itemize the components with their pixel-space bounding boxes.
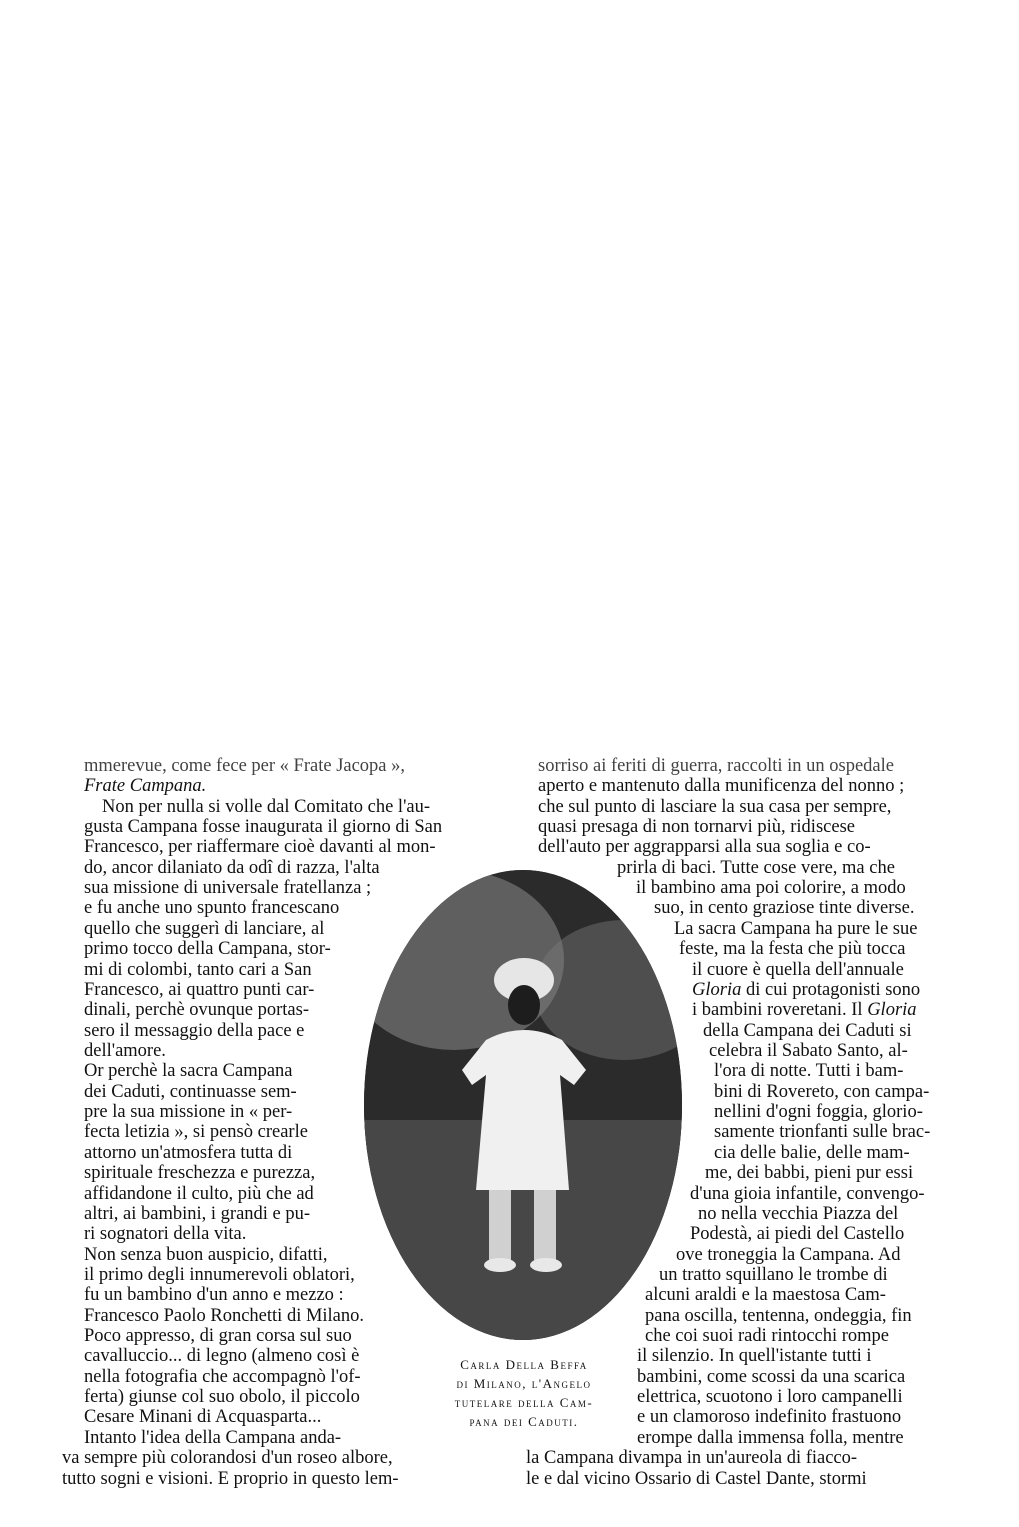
text-line: celebra il Sabato Santo, al-: [709, 1041, 908, 1061]
text-line: fecta letizia », si pensò crearle: [84, 1122, 308, 1142]
text-line: elettrica, scuotono i loro campanelli: [637, 1387, 903, 1407]
text-line: mi di colombi, tanto cari a San: [84, 960, 312, 980]
text-line: quello che suggerì di lanciare, al: [84, 919, 325, 939]
text-line: me, dei babbi, pieni pur essi: [705, 1163, 914, 1183]
text-line: bambini, come scossi da una scarica: [637, 1367, 906, 1387]
text-line: Cesare Minani di Acquasparta...: [84, 1407, 322, 1427]
text-line: no nella vecchia Piazza del: [698, 1204, 899, 1224]
text-line: bini di Rovereto, con campa-: [714, 1082, 930, 1102]
text-line: sua missione di universale fratellanza ;: [84, 878, 372, 898]
text-line: quasi presaga di non tornarvi più, ridiscese: [538, 817, 855, 837]
text-line: Non senza buon auspicio, difatti,: [84, 1245, 328, 1265]
text-line: dei Caduti, continuasse sem-: [84, 1082, 297, 1102]
caption-line: pana dei Caduti.: [469, 1414, 579, 1429]
text-line: gusta Campana fosse inaugurata il giorno di San: [84, 817, 443, 837]
text-line: dinali, perchè ovunque portas-: [84, 1000, 310, 1020]
text-line: le e dal vicino Ossario di Castel Dante, stormi: [526, 1469, 867, 1489]
text-line: Frate Campana.: [84, 776, 207, 796]
text-line: primo tocco della Campana, stor-: [84, 939, 331, 959]
text-line: nella fotografia che accompagnò l'of-: [84, 1367, 361, 1387]
text-line: Non per nulla si volle dal Comitato che l'au-: [102, 797, 431, 817]
text-line: Francesco, ai quattro punti car-: [84, 980, 315, 1000]
text-line: e fu anche uno spunto francescano: [84, 898, 340, 918]
text-line: i bambini roveretani. Il Gloria: [692, 1000, 917, 1020]
text-line: La sacra Campana ha pure le sue: [674, 919, 918, 939]
text-line: Intanto l'idea della Campana anda-: [84, 1428, 342, 1448]
text-line: tutto sogni e visioni. E proprio in questo lem-: [62, 1469, 399, 1489]
text-line: ove troneggia la Campana. Ad: [676, 1245, 901, 1265]
text-line: cavalluccio... di legno (almeno così è: [84, 1346, 360, 1366]
text-line: il silenzio. In quell'istante tutti i: [637, 1346, 872, 1366]
text-line: va sempre più colorandosi d'un roseo albore,: [62, 1448, 393, 1468]
text-line: suo, in cento graziose tinte diverse.: [654, 898, 915, 918]
text-line: mmerevue, come fece per « Frate Jacopa »,: [84, 756, 406, 776]
text-line: Poco appresso, di gran corsa sul suo: [84, 1326, 352, 1346]
text-line: Francesco, per riaffermare cioè davanti al mon-: [84, 837, 436, 857]
text-line: alcuni araldi e la maestosa Cam-: [645, 1285, 886, 1305]
text-line: samente trionfanti sulle brac-: [714, 1122, 931, 1142]
text-line: la Campana divampa in un'aureola di fiacco-: [526, 1448, 858, 1468]
text-line: della Campana dei Caduti si: [703, 1021, 912, 1041]
text-line: sorriso ai feriti di guerra, raccolti in un ospedale: [538, 756, 894, 776]
caption-line: tutelare della Cam-: [454, 1395, 594, 1410]
gloria-word: Gloria di cui protagonisti sono: [692, 980, 921, 1000]
text-line: un tratto squillano le trombe di: [659, 1265, 888, 1285]
text-line: che coi suoi radi rintocchi rompe: [645, 1326, 890, 1346]
text-line: [692, 980, 920, 1000]
caption-line: di Milano, l'Angelo: [456, 1376, 592, 1391]
text-line: ferta) giunse col suo obolo, il piccolo: [84, 1387, 360, 1407]
text-line: d'una gioia infantile, convengo-: [690, 1184, 925, 1204]
text-line: Francesco Paolo Ronchetti di Milano.: [84, 1306, 365, 1326]
text-line: dell'amore.: [84, 1041, 166, 1061]
text-line: e un clamoroso indefinito frastuono: [637, 1407, 902, 1427]
text-line: Podestà, ai piedi del Castello: [690, 1224, 905, 1244]
text-line: fu un bambino d'un anno e mezzo :: [84, 1285, 344, 1305]
text-line: spirituale freschezza e purezza,: [84, 1163, 316, 1183]
text-line: nellini d'ogni foggia, glorio-: [714, 1102, 923, 1122]
text-line: l'ora di notte. Tutti i bam-: [714, 1061, 904, 1081]
text-line: affidandone il culto, più che ad: [84, 1184, 314, 1204]
caption-line: Carla Della Beffa: [460, 1357, 588, 1372]
text-line: il primo degli innumerevoli oblatori,: [84, 1265, 355, 1285]
text-line: prirla di baci. Tutte cose vere, ma che: [617, 858, 895, 878]
text-line: il cuore è quella dell'annuale: [692, 960, 904, 980]
text-line: attorno un'atmosfera tutta di: [84, 1143, 293, 1163]
text-line: feste, ma la festa che più tocca: [679, 939, 906, 959]
text-line: cia delle balie, delle mam-: [714, 1143, 910, 1163]
text-line: do, ancor dilaniato da odî di razza, l'alta: [84, 858, 380, 878]
text-line: pre la sua missione in « per-: [84, 1102, 293, 1122]
text-line: aperto e mantenuto dalla munificenza del nonno ;: [538, 776, 905, 796]
text-line: sero il messaggio della pace e: [84, 1021, 305, 1041]
text-line: dell'auto per aggrapparsi alla sua soglia e co-: [538, 837, 871, 857]
text-line: erompe dalla immensa folla, mentre: [637, 1428, 904, 1448]
text-line: ri sognatori della vita.: [84, 1224, 247, 1244]
text-line: altri, ai bambini, i grandi e pu-: [84, 1204, 311, 1224]
text-line: che sul punto di lasciare la sua casa per sempre,: [538, 797, 892, 817]
oval-portrait-photo: [364, 870, 682, 1340]
text-line: il bambino ama poi colorire, a modo: [636, 878, 906, 898]
text-line: pana oscilla, tentenna, ondeggia, fin: [645, 1306, 912, 1326]
text-line: Or perchè la sacra Campana: [84, 1061, 293, 1081]
